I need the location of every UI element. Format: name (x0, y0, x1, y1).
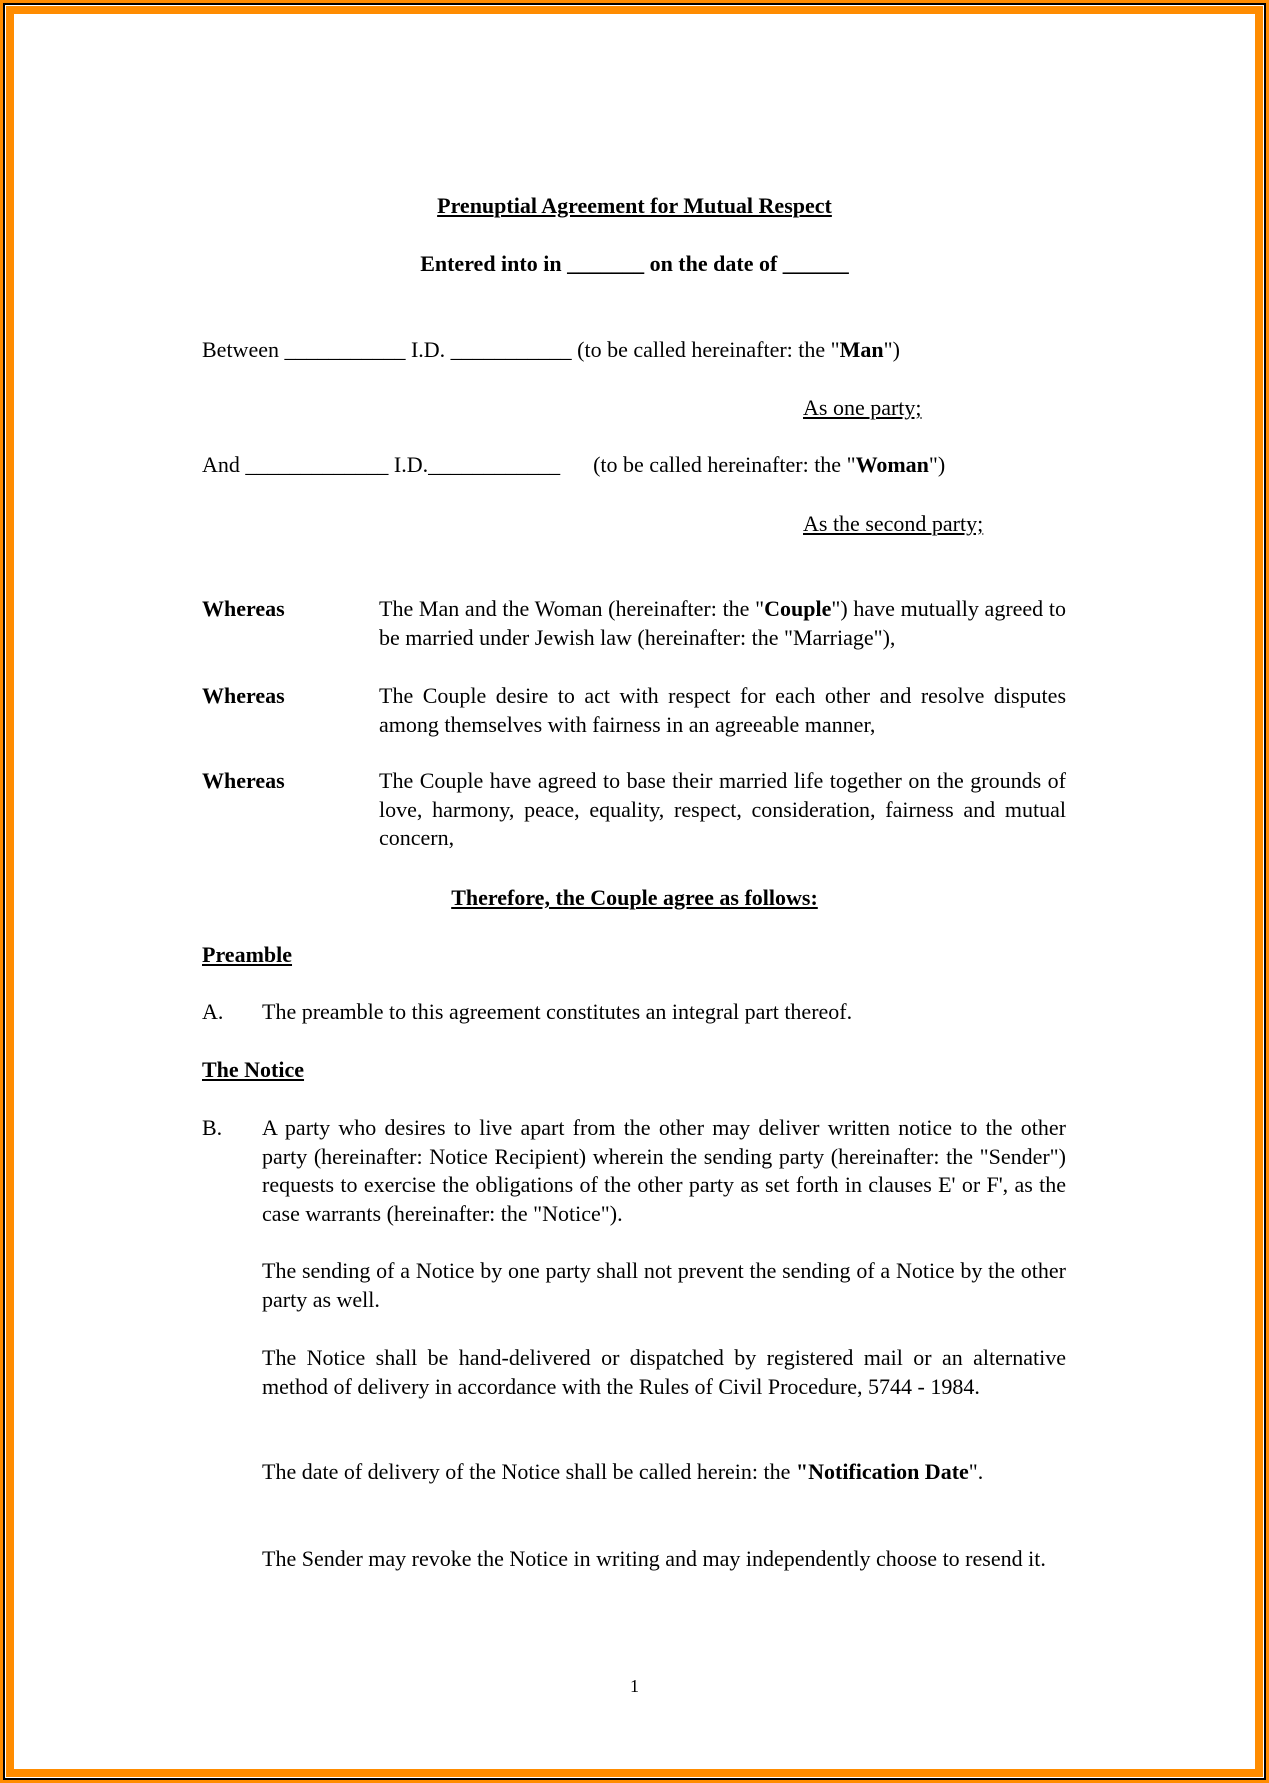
whereas-clause-3: The Couple have agreed to base their married life together on the grounds of love, harmony, peace, equality, respect, consideration, fairness and mutual concern, (379, 768, 1066, 850)
w1-post: ") have mutually agreed to be married under Jewish law (hereinafter: the "Marriage"), (379, 596, 1066, 650)
therefore-heading: Therefore, the Couple agree as follows: (451, 885, 818, 910)
between-text: Between ___________ I.D. ___________ (to be called hereinafter: the " (202, 337, 840, 362)
whereas-label: Whereas (202, 596, 285, 621)
entered-line: Entered into in _______ on the date of ______ (420, 251, 849, 276)
woman-term: Woman (855, 452, 929, 477)
whereas-clause-2: The Couple desire to act with respect for each other and resolve disputes among themselves with fairness in an agreeable manner, (379, 683, 1066, 737)
man-term: Man (839, 337, 884, 362)
whereas-label: Whereas (202, 768, 285, 793)
clause-b-paragraph-1: A party who desires to live apart from the other may deliver written notice to the other party (hereinafter: Notice Recipient) wherein the sending party (hereinafter: the "Sender") requests to exercise the obligations of the other party as set forth in clauses E' or F', as the case warrants (hereinafter: the "Notice"). (262, 1115, 1066, 1226)
one-party-label: As one party; (803, 395, 922, 420)
clause-b-label: B. (202, 1115, 223, 1140)
clause-b-paragraph-2: The sending of a Notice by one party shall not prevent the sending of a Notice by the other party as well. (262, 1258, 1066, 1312)
close-quote: ") (883, 337, 900, 362)
document-title: Prenuptial Agreement for Mutual Respect (437, 193, 832, 218)
whereas-label: Whereas (202, 683, 285, 708)
p4-post: ". (968, 1459, 984, 1484)
clause-b-paragraph-4 (262, 1458, 1066, 1487)
w1-pre: The Man and the Woman (hereinafter: the " (379, 596, 765, 621)
clause-a-label: A. (202, 999, 224, 1024)
clause-b-paragraph-3: The Notice shall be hand-delivered or dispatched by registered mail or an alternative method of delivery in accordance with the Rules of Civil Procedure, 5744 - 1984. (262, 1345, 1066, 1399)
party-man-line (202, 336, 900, 365)
whereas-clause-1 (379, 595, 1066, 652)
second-party-label: As the second party; (803, 511, 984, 536)
close-quote: ") (928, 452, 946, 477)
p4-pre: The date of delivery of the Notice shall be called herein: the (262, 1459, 796, 1484)
and-text: And _____________ I.D.____________ (to be called hereinafter: the " (202, 452, 856, 477)
couple-term: Couple (764, 596, 832, 621)
preamble-heading: Preamble (202, 942, 293, 967)
clause-a-text: The preamble to this agreement constitutes an integral part thereof. (262, 999, 853, 1024)
party-woman-line (202, 451, 945, 480)
clause-b-paragraph-5: The Sender may revoke the Notice in writing and may independently choose to resend it. (262, 1546, 1046, 1571)
notification-date-term: "Notification Date (795, 1459, 969, 1484)
page-number: 1 (630, 1676, 639, 1696)
notice-heading: The Notice (202, 1057, 305, 1082)
